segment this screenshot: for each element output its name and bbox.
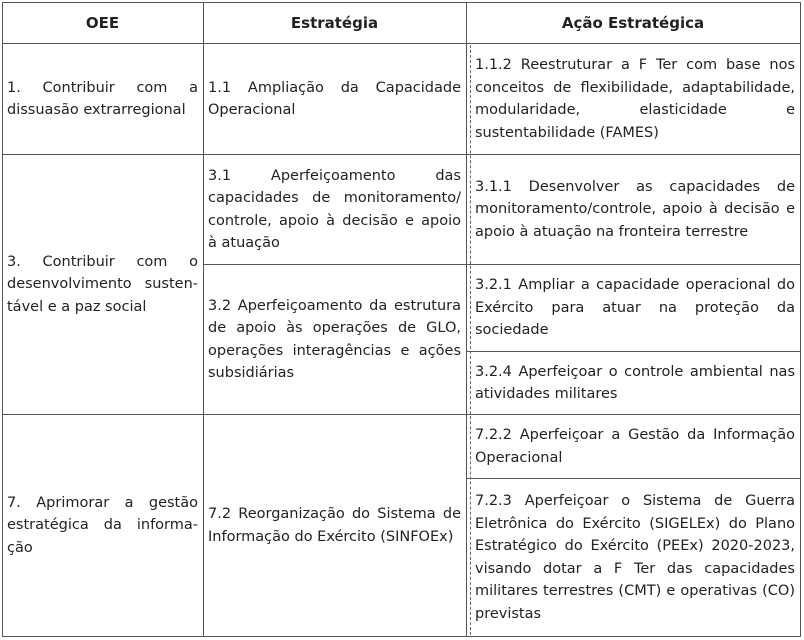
acao-text-7-2-2: 7.2.2 Aperfeiçoar a Gestão da Informação Operacional (475, 427, 795, 466)
table-bottom-border (2, 636, 801, 637)
acao-cell-7-2-3 (470, 479, 800, 636)
estrategia-cell-3-1 (203, 155, 466, 264)
acao-cell-3-2-1 (470, 265, 800, 351)
oee-text-3: 3. Contribuir com o desenvolvimento susten-tável e a paz social (7, 253, 198, 315)
oee-cell-1 (2, 44, 203, 154)
estrategia-text-3-2: 3.2 Aperfeiçoamento da estrutura de apoio às operações de GLO, operações interagências e ações subsidiárias (208, 297, 461, 381)
estrategia-text-7-2: 7.2 Reorganização do Sistema de Informação do Exército (SINFOEx) (208, 506, 461, 545)
acao-text-7-2-3: 7.2.3 Aperfeiçoar o Sistema de Guerra Eletrônica do Exército (SIGELEx) do Plano Estratégico do Exército (PEEx) 2020-2023, visando dotar a F Ter das capacidades militares terrestres (CMT) e operativas (CO) previstas (475, 493, 795, 622)
acao-text-3-2-4: 3.2.4 Aperfeiçoar o controle ambiental nas atividades militares (475, 363, 795, 402)
acao-text-3-1-1: 3.1.1 Desenvolver as capacidades de monitoramento/controle, apoio à decisão e apoio à atuação na fronteira terrestre (475, 178, 795, 240)
acao-cell-1-1-2 (470, 44, 800, 154)
table-right-border (800, 2, 801, 637)
estrategia-cell-1-1 (203, 44, 466, 154)
oee-text-1: 1. Contribuir com a dissuasão extrarregional (7, 79, 198, 118)
acao-text-3-2-1: 3.2.1 Ampliar a capacidade operacional do Exército para atuar na proteção da sociedade (475, 277, 795, 339)
acao-cell-7-2-2 (470, 415, 800, 478)
header-acao-estrategica: Ação Estratégica (561, 13, 705, 32)
oee-cell-3 (2, 155, 203, 414)
header-oee: OEE (85, 13, 120, 32)
oee-cell-7 (2, 415, 203, 636)
estrategia-text-3-1: 3.1 Aperfeiçoamento das capacidades de monitoramento/ controle, apoio à decisão e apoio à atuação (208, 167, 461, 251)
acao-text-1-1-2: 1.1.2 Reestruturar a F Ter com base nos conceitos de flexibilidade, adaptabilidade, modularidade, elasticidade e sustentabilidade (FAMES) (475, 57, 795, 141)
header-estrategia: Estratégia (290, 13, 379, 32)
acao-cell-3-1-1 (470, 155, 800, 264)
estrategia-text-1-1: 1.1 Ampliação da Capacidade Operacional (208, 79, 461, 118)
column-divider-2 (466, 2, 467, 637)
estrategia-cell-3-2 (203, 265, 466, 414)
acao-cell-3-2-4 (470, 352, 800, 414)
estrategia-cell-7-2 (203, 415, 466, 636)
oee-text-7: 7. Aprimorar a gestão estratégica da informa-ção (7, 494, 198, 556)
